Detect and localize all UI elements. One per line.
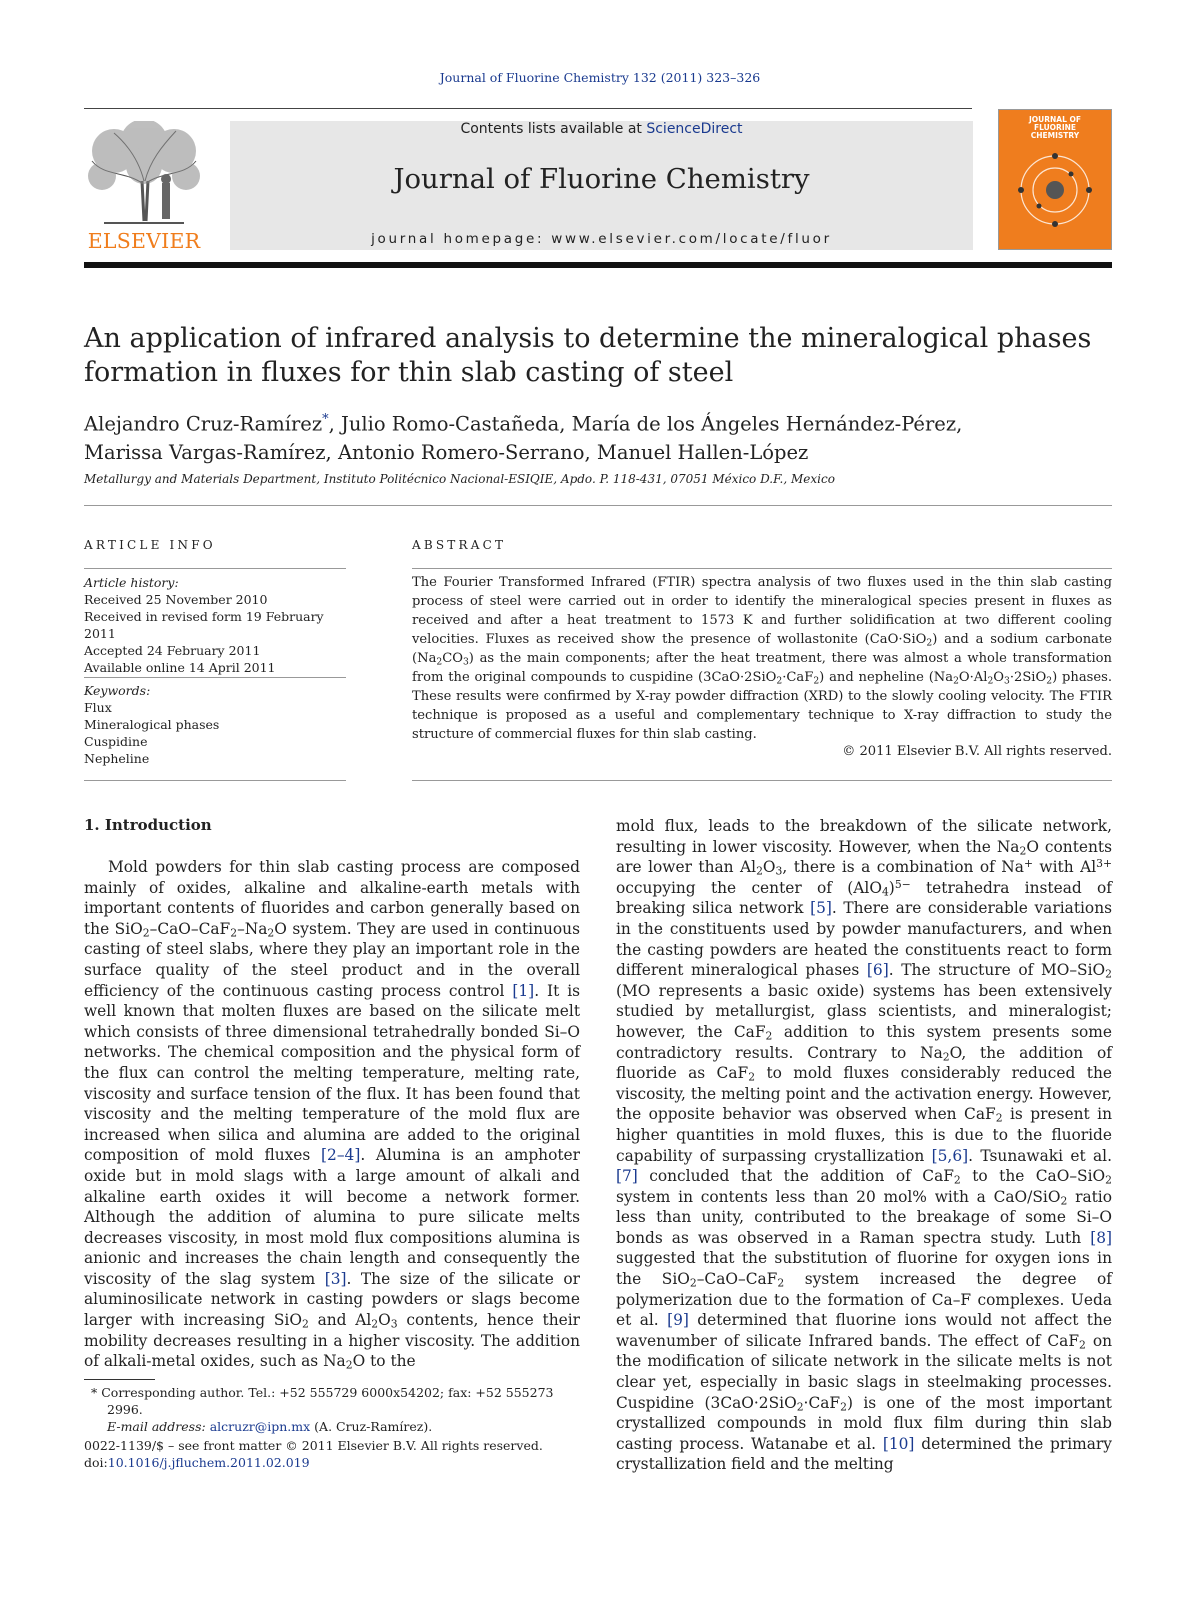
abstract-rule xyxy=(412,568,1112,569)
footnote-corresponding: * Corresponding author. Tel.: +52 555729 6000x54202; fax: +52 555273 2996. xyxy=(91,1385,554,1417)
title-line-1: An application of infrared analysis to determine the mineralogical phases xyxy=(84,323,1092,354)
email-link[interactable]: alcruzr@ipn.mx xyxy=(209,1419,311,1434)
journal-cover xyxy=(998,109,1112,250)
email-label: E-mail address: xyxy=(107,1419,206,1434)
footnote xyxy=(84,1384,580,1435)
atom-icon xyxy=(1015,150,1095,230)
affiliation: Metallurgy and Materials Department, Instituto Politécnico Nacional-ESIQIE, Apdo. P. 118-431, 07051 México D.F., Mexico xyxy=(84,472,835,486)
contents-available-line xyxy=(230,121,973,137)
reference-link[interactable]: [1] xyxy=(512,981,535,1000)
body-column-left: Mold powders for thin slab casting process are composed mainly of oxides, alkaline and alkaline-earth metals with important contents of fluorides and carbon generally based on the $SiO_2-CaO-CaF_2-Na_2O$ system. They are used in continuous casting of steel slabs, where they play an important role in the surface quality of the steel product and in the overall efficiency of the continuous casting process control [1]. It is well known that molten fluxes are based on the silicate melt which consists of three dimensional tetrahedrally bonded Si–O networks. The chemical composition and the physical form of the flux can control the melting temperature, melting rate, viscosity and surface tension of the flux. It has been found that viscosity and the melting temperature of the mold flux are increased when silica and alumina are added to the original composition of mold fluxes [2–4]. Alumina is an amphoter oxide but in mold slags with a large amount of alkali and alkaline earth oxides it will become a network former. Although the addition of alumina to pure silicate melts decreases viscosity, in most mold flux compositions alumina is anionic and increases the chain length and consequently the viscosity of the slag system [3]. The size of the silicate or aluminosilicate network in casting powders or slags become larger with increasing SiO$_2$ and $Al_2O_3$ contents, hence their mobility decreases resulting in a higher viscosity. The addition of alkali-metal oxides, such as $Na_2O$ to the xyxy=(84,858,581,1372)
history-revised: Received in revised form 19 February 2011 xyxy=(84,609,324,641)
keyword: Nepheline xyxy=(84,751,150,766)
reference-link[interactable]: [2–4] xyxy=(321,1146,361,1165)
elsevier-logo xyxy=(84,121,204,253)
reference-link[interactable]: [10] xyxy=(882,1434,915,1453)
keywords xyxy=(84,682,346,767)
footnote-corresponding-text: Corresponding author. Tel.: +52 555729 6000x54202; fax: +52 555273 2996. xyxy=(101,1385,554,1417)
history-received: Received 25 November 2010 xyxy=(84,592,268,607)
journal-title: Journal of Fluorine Chemistry xyxy=(393,163,810,195)
author-list xyxy=(84,406,1112,467)
reference-link[interactable]: [7] xyxy=(616,1167,638,1186)
abstract-copyright: © 2011 Elsevier B.V. All rights reserved. xyxy=(842,744,1112,759)
journal-homepage[interactable]: journal homepage: www.elsevier.com/locate/fluor xyxy=(371,231,832,247)
author-corresponding: Alejandro Cruz-Ramírez xyxy=(84,412,323,436)
article-info-heading: ARTICLE INFO xyxy=(84,538,216,552)
history-accepted: Accepted 24 February 2011 xyxy=(84,643,261,658)
keyword: Cuspidine xyxy=(84,734,148,749)
keyword: Flux xyxy=(84,700,112,715)
journal-citation-line[interactable]: Journal of Fluorine Chemistry 132 (2011) 323–326 xyxy=(439,70,761,85)
reference-link[interactable]: [9] xyxy=(667,1311,689,1330)
article-info-rule xyxy=(84,568,346,569)
article-info-rule xyxy=(84,677,346,678)
abstract-text: The Fourier Transformed Infrared (FTIR) spectra analysis of two fluxes used in the thin slab casting process of steel were carried out in order to identify the mineralogical species present in fluxes as received and after a heat treatment to 1573 K and further solidification at two different cooling velocities. Fluxes as received show the presence of wollastonite (CaO·SiO$_2$) and a sodium carbonate $(Na_2CO_3)$ as the main components; after the heat treatment, there was almost a whole transformation from the original compounds to cuspidine (3CaO·2SiO$_2$·CaF$_2$) and nepheline $(Na_2O\cdot Al_2O_3\cdot 2SiO_2)$ phases. These results were confirmed by X-ray powder diffraction (XRD) to the slowly cooling velocity. The FTIR technique is proposed as a useful and complementary technique to X-ray diffraction to study the structure of commercial fluxes for thin slab casting. xyxy=(412,575,1112,742)
keyword: Mineralogical phases xyxy=(84,717,220,732)
history-online: Available online 14 April 2011 xyxy=(84,660,276,675)
reference-link[interactable]: [5] xyxy=(810,899,832,918)
elsevier-tree-icon xyxy=(84,121,204,226)
section-heading-introduction: 1. Introduction xyxy=(84,816,212,834)
reference-link[interactable]: [3] xyxy=(324,1269,347,1288)
reference-link[interactable]: [8] xyxy=(1090,1228,1112,1247)
reference-link[interactable]: [6] xyxy=(866,961,889,980)
title-rule xyxy=(84,505,1112,506)
email-suffix: (A. Cruz-Ramírez). xyxy=(310,1419,433,1434)
page-footer xyxy=(84,1437,684,1471)
sciencedirect-link[interactable]: ScienceDirect xyxy=(646,121,743,137)
title-line-2: formation in fluxes for thin slab casting of steel xyxy=(84,357,734,388)
article-history xyxy=(84,574,346,676)
cover-title: JOURNAL OF FLUORINE CHEMISTRY xyxy=(1028,115,1081,140)
corresponding-mark-link[interactable]: * xyxy=(322,412,329,427)
contents-prefix: Contents lists available at xyxy=(460,121,647,137)
history-label: Article history: xyxy=(84,575,179,590)
footnote-rule xyxy=(84,1379,155,1380)
authors-line-1 xyxy=(84,406,1112,439)
abstract-heading: ABSTRACT xyxy=(412,538,507,552)
authors-rest: , Julio Romo-Castañeda, María de los Ángeles Hernández-Pérez, xyxy=(328,412,963,436)
header-thick-rule xyxy=(84,262,1112,268)
reference-link[interactable]: [5,6] xyxy=(931,1146,969,1165)
footnote-email xyxy=(84,1418,580,1435)
article-title xyxy=(84,322,1112,390)
doi-line xyxy=(84,1454,684,1471)
issn-line: 0022-1139/$ – see front matter © 2011 Elsevier B.V. All rights reserved. xyxy=(84,1438,543,1453)
authors-line-2: Marissa Vargas-Ramírez, Antonio Romero-Serrano, Manuel Hallen-López xyxy=(84,440,809,464)
body-column-right: mold flux, leads to the breakdown of the silicate network, resulting in lower viscosity. However, when the $Na_2O$ contents are lower than $Al_2O_3$, there is a combination of Na+ with $Al^{3+}$ occupying the center of $(AlO_4)^{5-}$ tetrahedra instead of breaking silica network [5]. There are considerable variations in the constituents used by powder manufacturers, and when the casting powders are heated the constituents react to form different mineralogical phases [6]. The structure of MO–SiO$_2$ (MO represents a basic oxide) systems has been extensively studied by metallurgist, glass scientists, and mineralogist; however, the CaF$_2$ addition to this system presents some contradictory results. Contrary to $Na_2O$, the addition of fluoride as CaF$_2$ to mold fluxes considerably reduced the viscosity, the melting point and the activation energy. However, the opposite behavior was observed when CaF$_2$ is present in higher quantities in mold fluxes, this is due to the fluoride capability of surpassing crystallization [5,6]. Tsunawaki et al. [7] concluded that the addition of CaF$_2$ to the CaO–SiO$_2$ system in contents less than 20 mol% with a CaO/SiO$_2$ ratio less than unity, contributed to the breakage of some Si–O bonds as was observed in a Raman spectra study. Luth [8] suggested that the substitution of fluorine for oxygen ions in the SiO$_2$–CaO–CaF$_2$ system increased the degree of polymerization due to the formation of Ca–F complexes. Ueda et al. [9] determined that fluorine ions would not affect the wavenumber of silicate Infrared bands. The effect of CaF$_2$ on the modification of silicate network in the silicate melts is not clear yet, especially in basic slags in steelmaking processes. Cuspidine (3CaO·2SiO$_2$·CaF$_2$) is one of the most important crystallized compounds in mold flux film during thin slab casting process. Watanabe et al. [10] determined the primary crystallization field and the melting xyxy=(616,817,1113,1474)
keywords-label: Keywords: xyxy=(84,683,151,698)
header-rule xyxy=(84,108,972,109)
doi-link[interactable]: 10.1016/j.jfluchem.2011.02.019 xyxy=(107,1455,310,1470)
article-info-rule xyxy=(84,780,346,781)
journal-header-box xyxy=(230,121,973,250)
abstract-rule xyxy=(412,780,1112,781)
doi-label: doi: xyxy=(84,1455,108,1470)
elsevier-wordmark: ELSEVIER xyxy=(87,229,201,253)
